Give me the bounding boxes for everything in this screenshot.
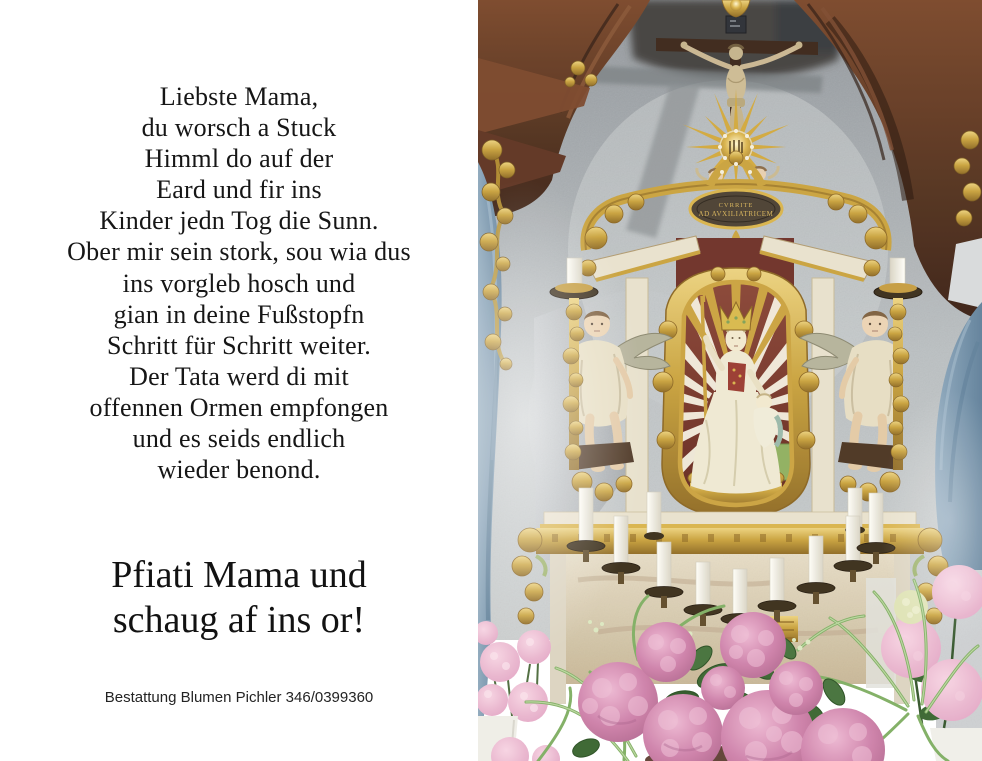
- altar-photo-svg: [478, 0, 982, 761]
- poem-line: Kinder jedn Tog die Sunn.: [99, 206, 379, 236]
- poem-line: offennen Ormen empfongen: [89, 392, 389, 422]
- text-panel: [0, 0, 478, 761]
- poem: [0, 81, 478, 485]
- poem-line: Eard und fir ins: [156, 175, 322, 205]
- poem-line: du worsch a Stuck: [141, 113, 337, 143]
- poem-line: und es seids endlich: [132, 424, 346, 454]
- poem-line: ins vorgleb hosch und: [122, 268, 356, 298]
- altar-photo: [478, 0, 982, 761]
- photo-wash: [478, 0, 982, 761]
- cartouche-line-1: CVRRITE: [718, 202, 754, 209]
- poem-line: Liebste Mama,: [159, 82, 319, 111]
- poem-line: Ober mir sein stork, sou wia dus: [67, 237, 411, 267]
- cartouche-line-2: AD AVXILIATRICEM: [698, 210, 774, 218]
- poem-line: wieder benond.: [157, 455, 321, 485]
- poem-line: Schritt für Schritt weiter.: [107, 330, 371, 360]
- funeral-home-credit: Bestattung Blumen Pichler 346/0399360: [104, 689, 374, 706]
- poem-line: Himml do auf der: [144, 144, 334, 174]
- farewell-line: schaug af ins or!: [112, 599, 366, 641]
- poem-line: gian in deine Fußstopfn: [113, 299, 365, 329]
- farewell-line: Pfiati Mama und: [111, 554, 367, 596]
- farewell-text: [0, 553, 478, 643]
- poem-line: Der Tata werd di mit: [129, 361, 349, 391]
